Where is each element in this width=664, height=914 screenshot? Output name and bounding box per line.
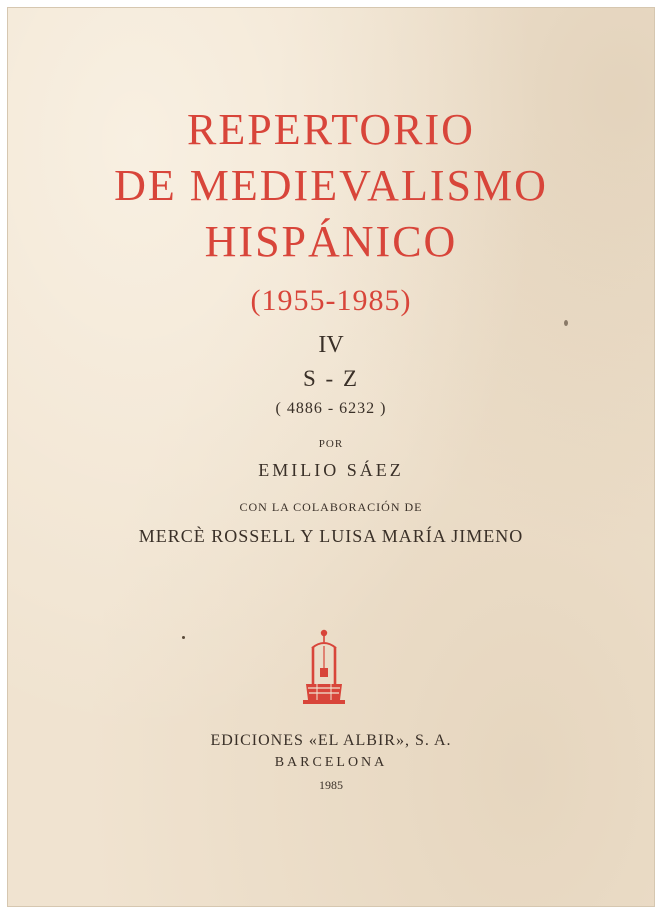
author-name: EMILIO SÁEZ [258, 460, 404, 480]
title-dates: (1955-1985) [250, 284, 412, 317]
paper-speck [564, 320, 568, 326]
collaborators: MERCÈ ROSSELL Y LUISA MARÍA JIMENO [138, 526, 524, 546]
volume-letters: S - Z [303, 366, 359, 391]
paper-speck [182, 636, 185, 639]
publisher-city: BARCELONA [274, 755, 388, 770]
publication-year: 1985 [319, 778, 343, 792]
collaboration-label: CON LA COLABORACIÓN DE [239, 500, 423, 514]
author-por: POR [318, 438, 344, 450]
title-line-2: DE MEDIEVALISMO [114, 161, 548, 210]
volume-range: ( 4886 - 6232 ) [275, 400, 387, 417]
title-page [8, 8, 654, 906]
well-pulley-emblem-icon [294, 626, 354, 708]
title-line-1: REPERTORIO [187, 105, 475, 154]
title-line-3: HISPÁNICO [204, 217, 458, 266]
volume-number: IV [318, 332, 344, 358]
publisher-name: EDICIONES «EL ALBIR», S. A. [210, 732, 452, 749]
